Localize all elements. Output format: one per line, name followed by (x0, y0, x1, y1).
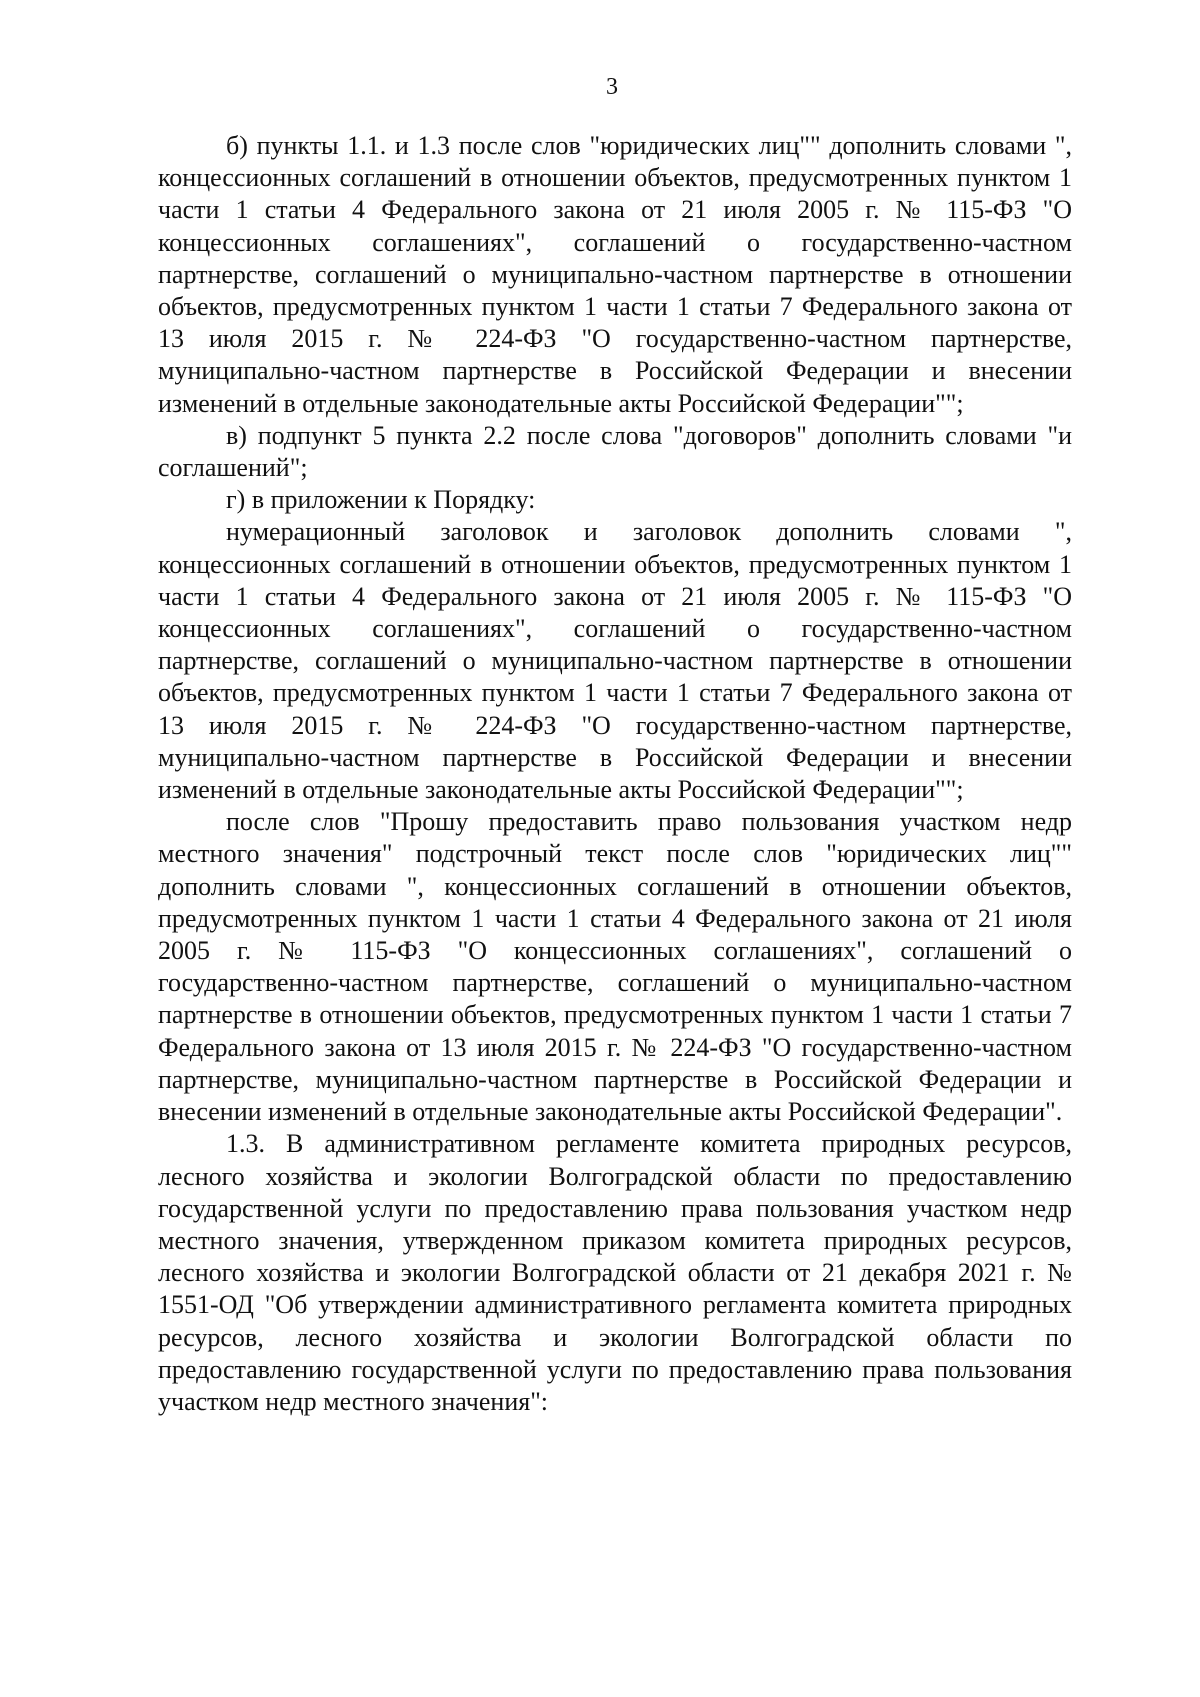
paragraph-g: г) в приложении к Порядку: (226, 485, 536, 515)
paragraph-b: б) пункты 1.1. и 1.3 после слов "юридических лиц"" дополнить словами ", концессионных соглашений в отношении объектов, предусмотренных пунктом 1 части 1 статьи 4 Федерального закона от 21 июля 2005 г. № 115-ФЗ "О концессионных соглашениях", соглашений о государственно-частном партнерстве, соглашений о муниципально-частном партнерстве в отношении объектов, предусмотренных пунктом 1 части 1 статьи 7 Федерального закона от 13 июля 2015 г. № 224-ФЗ "О государственно-частном партнерстве, муниципально-частном партнерстве в Российской Федерации и внесении изменений в отдельные законодательные акты Российской Федерации""; (158, 131, 1072, 418)
paragraph-after-words: после слов "Прошу предоставить право пользования участком недр местного значения" подстрочный текст после слов "юридических лиц"" дополнить словами ", концессионных соглашений в отношении объектов, предусмотренных пунктом 1 части 1 статьи 4 Федерального закона от 21 июля 2005 г. № 115-ФЗ "О концессионных соглашениях", соглашений о государственно-частном партнерстве, соглашений о муниципально-частном партнерстве в отношении объектов, предусмотренных пунктом 1 части 1 статьи 7 Федерального закона от 13 июля 2015 г. № 224-ФЗ "О государственно-частном партнерстве, муниципально-частном партнерстве в Российской Федерации и внесении изменений в отдельные законодательные акты Российской Федерации". (158, 807, 1072, 1127)
paragraph-numbered-heading: нумерационный заголовок и заголовок дополнить словами ", концессионных соглашений в отношении объектов, предусмотренных пунктом 1 части 1 статьи 4 Федерального закона от 21 июля 2005 г. № 115-ФЗ "О концессионных соглашениях", соглашений о государственно-частном партнерстве, соглашений о муниципально-частном партнерстве в отношении объектов, предусмотренных пунктом 1 части 1 статьи 7 Федерального закона от 13 июля 2015 г. № 224-ФЗ "О государственно-частном партнерстве, муниципально-частном партнерстве в Российской Федерации и внесении изменений в отдельные законодательные акты Российской Федерации""; (158, 517, 1072, 805)
page-number: 3 (606, 74, 618, 100)
document-body (158, 130, 1072, 1418)
paragraph-1-3: 1.3. В административном регламенте комитета природных ресурсов, лесного хозяйства и экологии Волгоградской области по предоставлению государственной услуги по предоставлению права пользования участком недр местного значения, утвержденном приказом комитета природных ресурсов, лесного хозяйства и экологии Волгоградской области от 21 декабря 2021 г. № 1551-ОД "Об утверждении административного регламента комитета природных ресурсов, лесного хозяйства и экологии Волгоградской области по предоставлению государственной услуги по предоставлению права пользования участком недр местного значения": (158, 1129, 1072, 1416)
paragraph-v: в) подпункт 5 пункта 2.2 после слова "договоров" дополнить словами "и соглашений"; (158, 420, 1072, 483)
